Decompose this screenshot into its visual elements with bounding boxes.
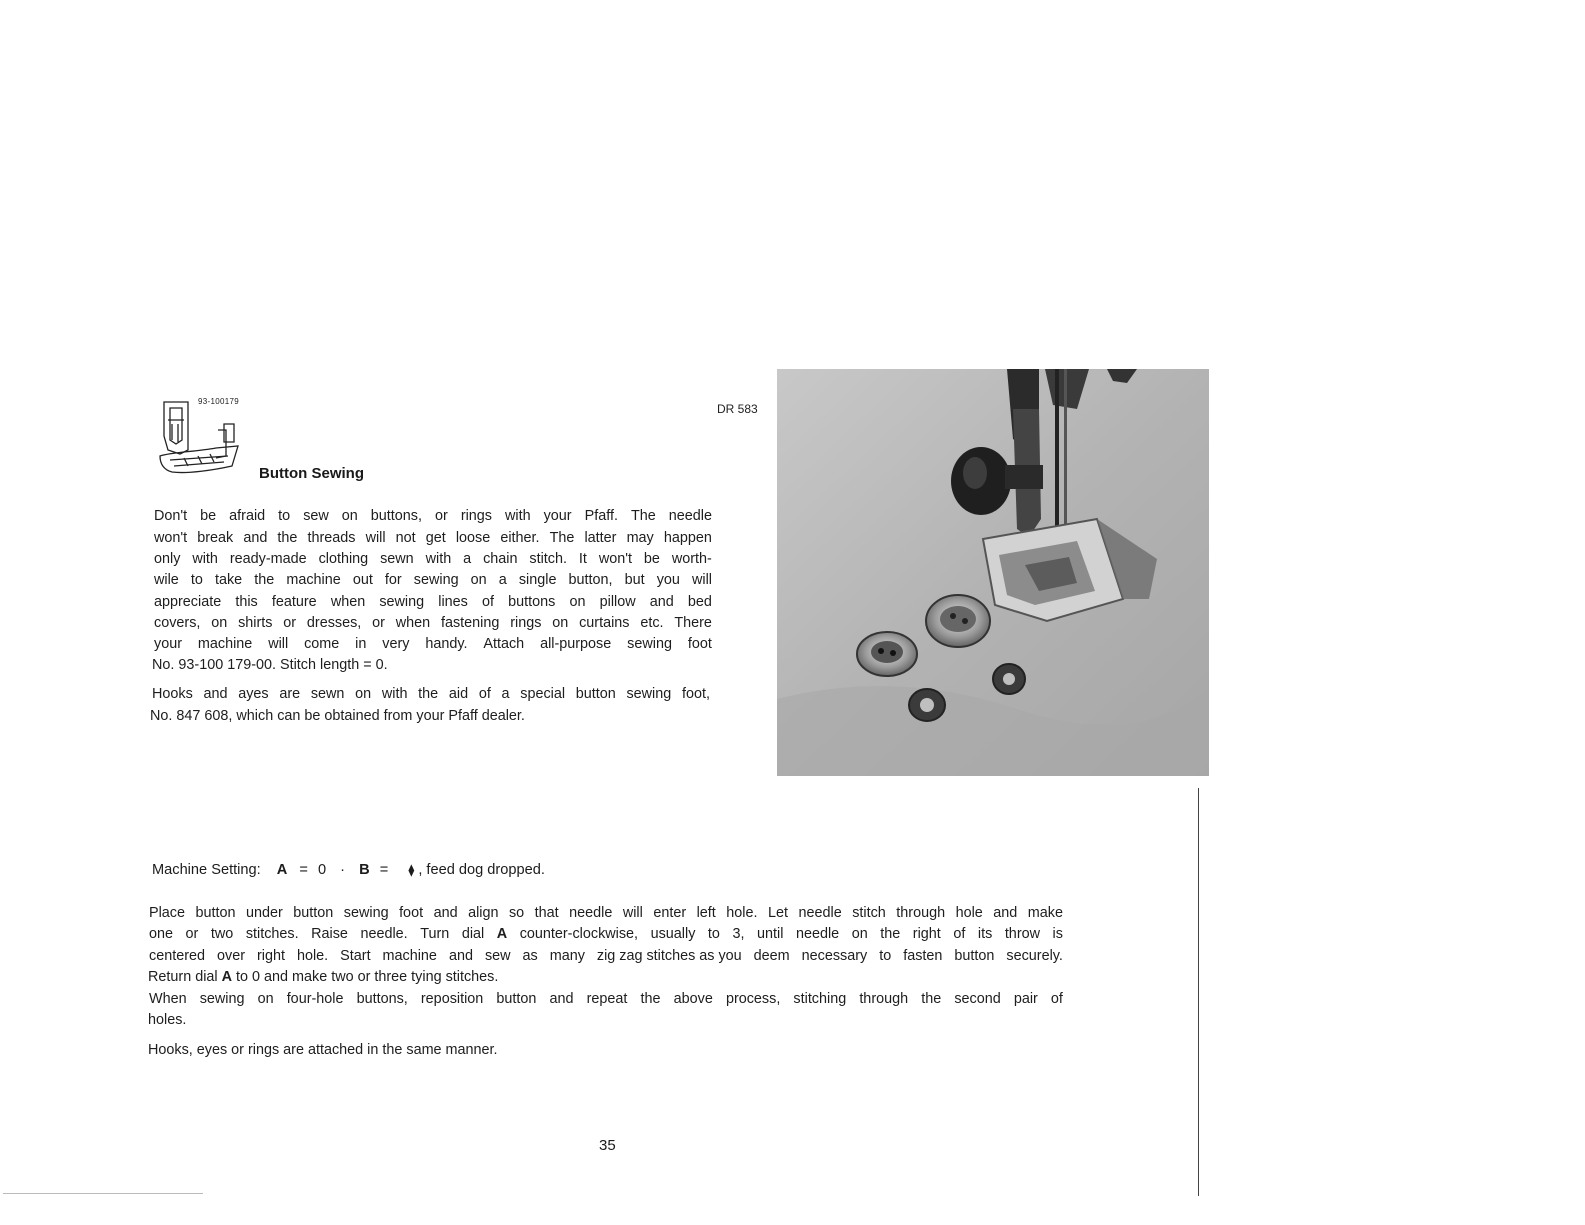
word: stitches. — [245, 926, 299, 942]
machine-setting — [152, 862, 545, 878]
word: and — [448, 948, 473, 964]
word: Hooks — [152, 686, 193, 702]
word: A — [496, 926, 508, 942]
word: a — [463, 551, 472, 567]
word: will — [268, 636, 289, 652]
word: stitching — [793, 991, 847, 1007]
word: out — [352, 572, 373, 588]
dial-a-value: 0 — [317, 862, 327, 878]
word: its — [977, 926, 993, 942]
word: under — [245, 905, 283, 921]
word: or — [283, 615, 297, 631]
intro-line — [154, 594, 712, 610]
word: the — [254, 572, 275, 588]
word: Pfaff. — [584, 508, 618, 524]
word: worth- — [671, 551, 712, 567]
word: through — [859, 991, 909, 1007]
word: on — [257, 991, 274, 1007]
word: machine — [286, 572, 341, 588]
word: when — [330, 594, 366, 610]
word: be — [643, 551, 660, 567]
word: ready-made — [229, 551, 307, 567]
word: two — [210, 926, 234, 942]
presser-foot-icon — [158, 396, 240, 484]
word: enter — [653, 905, 687, 921]
word: latter — [584, 530, 617, 546]
word: or — [185, 926, 199, 942]
word: fastening — [440, 615, 500, 631]
word: hole. — [726, 905, 758, 921]
equals-sign: = — [299, 862, 308, 878]
word: with — [505, 508, 531, 524]
word: of — [953, 926, 966, 942]
word: are — [279, 686, 301, 702]
word: needle — [668, 508, 712, 524]
word: stitch. — [529, 551, 567, 567]
word: rings — [460, 508, 493, 524]
word: Place — [149, 905, 185, 921]
word: until — [757, 926, 784, 942]
word: fasten — [903, 948, 943, 964]
word: your — [543, 508, 572, 524]
word: handy. — [425, 636, 468, 652]
word: either. — [500, 530, 540, 546]
instruction-line — [149, 948, 1063, 964]
word: four-hole — [286, 991, 344, 1007]
word: the — [880, 926, 901, 942]
word: with — [192, 551, 218, 567]
word: aid — [448, 686, 469, 702]
word: foot — [399, 905, 424, 921]
word: on — [341, 508, 358, 524]
word: clothing — [318, 551, 369, 567]
word: and — [243, 530, 268, 546]
word: on — [355, 686, 372, 702]
word: threads — [307, 530, 356, 546]
word: appreciate — [154, 594, 222, 610]
word: Attach — [483, 636, 525, 652]
word: as — [522, 948, 538, 964]
bottom-edge-rule — [3, 1193, 203, 1194]
word: button — [195, 905, 236, 921]
word: to — [278, 508, 291, 524]
word: wile — [154, 572, 179, 588]
figure-code-label: DR 583 — [717, 402, 758, 416]
word: buttons, — [370, 508, 423, 524]
word: counter-clockwise, — [519, 926, 639, 942]
page-number: 35 — [599, 1137, 616, 1154]
word: sewing — [343, 905, 389, 921]
word: button — [575, 686, 616, 702]
instruction-line: Return dial A to 0 and make two or three tying stitches. — [148, 969, 499, 985]
instruction-line — [149, 991, 1063, 1007]
word: of — [478, 686, 491, 702]
word: come — [304, 636, 340, 652]
intro-line: No. 93-100 179-00. Stitch length = 0. — [152, 657, 388, 673]
word: Turn — [420, 926, 450, 942]
word: zig zag stitches as you — [596, 948, 742, 964]
word: the — [418, 686, 439, 702]
word: won't — [598, 551, 632, 567]
word: but — [624, 572, 645, 588]
word: hole. — [296, 948, 329, 964]
word: dial — [461, 926, 485, 942]
word: needle. — [360, 926, 408, 942]
word: sew — [484, 948, 511, 964]
word: will — [622, 905, 643, 921]
word: throw — [1004, 926, 1041, 942]
word: or — [372, 615, 385, 631]
word: through — [896, 905, 946, 921]
word: pair — [1013, 991, 1038, 1007]
word: needle — [798, 905, 842, 921]
word: needle — [795, 926, 840, 942]
word: 3, — [732, 926, 745, 942]
word: dresses, — [306, 615, 362, 631]
word: sewing — [413, 572, 459, 588]
word: It — [578, 551, 587, 567]
word: stitch — [852, 905, 886, 921]
word: necessary — [801, 948, 868, 964]
word: button, — [568, 572, 613, 588]
word: all-purpose — [540, 636, 612, 652]
word: buttons — [508, 594, 556, 610]
word: Start — [340, 948, 371, 964]
word: your — [154, 636, 182, 652]
binding-edge-rule — [1198, 788, 1199, 1196]
word: or — [435, 508, 448, 524]
word: single — [518, 572, 557, 588]
word: repeat — [586, 991, 628, 1007]
word: and — [203, 686, 228, 702]
intro-line — [154, 530, 712, 546]
word: deem — [753, 948, 790, 964]
word: foot, — [681, 686, 710, 702]
word: only — [154, 551, 181, 567]
word: you — [656, 572, 680, 588]
machine-setting-label: Machine Setting: — [152, 862, 261, 878]
word: get — [425, 530, 446, 546]
word: button — [293, 905, 334, 921]
word: sewn — [310, 686, 345, 702]
word: on — [211, 615, 228, 631]
word: lines — [438, 594, 468, 610]
intro-line — [154, 572, 712, 588]
word: pillow — [599, 594, 636, 610]
intro-line — [154, 508, 712, 524]
intro-line — [154, 615, 712, 631]
instruction-line — [149, 905, 1063, 921]
word: loose — [455, 530, 491, 546]
word: on — [851, 926, 868, 942]
word: to — [190, 572, 203, 588]
word: special — [520, 686, 566, 702]
word: may — [626, 530, 654, 546]
word: of — [1050, 991, 1063, 1007]
equals-sign: = — [379, 862, 389, 878]
word: to — [707, 926, 720, 942]
word: button — [496, 991, 537, 1007]
word: on — [552, 615, 569, 631]
intro-line — [154, 636, 712, 652]
word: needle — [569, 905, 613, 921]
separator-dot: · — [340, 862, 346, 878]
word: on — [569, 594, 586, 610]
word: left — [696, 905, 716, 921]
instruction-line: Hooks, eyes or rings are attached in the same manner. — [148, 1042, 498, 1058]
word: in — [355, 636, 367, 652]
word: to — [879, 948, 892, 964]
word: a — [498, 572, 507, 588]
word: hole — [955, 905, 983, 921]
word: bed — [687, 594, 712, 610]
word: feature — [271, 594, 317, 610]
word: will — [365, 530, 386, 546]
word: above — [673, 991, 713, 1007]
word: be — [200, 508, 217, 524]
word: break — [197, 530, 234, 546]
word: sewing — [199, 991, 245, 1007]
word: the — [277, 530, 298, 546]
word: very — [382, 636, 410, 652]
word: buttons, — [356, 991, 408, 1007]
word: happen — [663, 530, 712, 546]
word: rings — [510, 615, 542, 631]
word: process, — [725, 991, 781, 1007]
word: will — [692, 572, 712, 588]
word: machine — [382, 948, 437, 964]
word: Raise — [311, 926, 348, 942]
word: When — [149, 991, 187, 1007]
word: foot — [687, 636, 712, 652]
section-heading: Button Sewing — [259, 465, 364, 482]
word: is — [1052, 926, 1063, 942]
word: sewn — [380, 551, 414, 567]
instruction-line — [149, 926, 1063, 942]
word: one — [149, 926, 174, 942]
word: not — [395, 530, 416, 546]
word: shirts — [238, 615, 273, 631]
word: curtains — [579, 615, 630, 631]
word: and — [549, 991, 574, 1007]
word: with — [381, 686, 408, 702]
word: on — [470, 572, 487, 588]
word: machine — [197, 636, 253, 652]
word: afraid — [229, 508, 266, 524]
intro-line — [154, 551, 712, 567]
word: and — [649, 594, 674, 610]
word: chain — [483, 551, 518, 567]
word: securely. — [1006, 948, 1063, 964]
word: sewing — [379, 594, 425, 610]
dial-b-label: B — [359, 862, 370, 878]
word: Let — [768, 905, 789, 921]
word: take — [214, 572, 243, 588]
word: many — [549, 948, 585, 964]
word: so — [508, 905, 525, 921]
dial-a-label: A — [221, 969, 232, 985]
feed-dog-symbol-icon: ⧫ — [408, 863, 415, 877]
word: centered — [149, 948, 206, 964]
machine-setting-suffix: , feed dog dropped. — [418, 862, 545, 878]
word: the — [640, 991, 661, 1007]
word: reposition — [420, 991, 484, 1007]
word: make — [1027, 905, 1063, 921]
hooks-line: No. 847 608, which can be obtained from your Pfaff dealer. — [150, 708, 525, 724]
word: for — [384, 572, 402, 588]
word: and — [433, 905, 458, 921]
word: usually — [650, 926, 696, 942]
word: with — [425, 551, 452, 567]
word: The — [549, 530, 575, 546]
word: button — [954, 948, 995, 964]
part-number-label: 93-100179 — [198, 397, 239, 406]
word: won't — [154, 530, 188, 546]
word: The — [630, 508, 656, 524]
word: when — [395, 615, 431, 631]
hooks-line — [152, 686, 710, 702]
word: right — [256, 948, 285, 964]
word: Don't — [154, 508, 188, 524]
word: sewing — [627, 636, 672, 652]
word: and — [993, 905, 1018, 921]
word: a — [501, 686, 510, 702]
word: There — [674, 615, 712, 631]
word: the — [921, 991, 942, 1007]
dial-a-label: A — [276, 862, 288, 878]
word: of — [482, 594, 495, 610]
word: second — [954, 991, 1001, 1007]
button-sewing-photo — [777, 369, 1209, 776]
word: over — [217, 948, 245, 964]
word: align — [468, 905, 499, 921]
word: right — [912, 926, 941, 942]
instruction-line: holes. — [148, 1012, 187, 1028]
word: sew — [303, 508, 329, 524]
word: covers, — [154, 615, 201, 631]
word: this — [235, 594, 258, 610]
word: sewing — [626, 686, 672, 702]
word: that — [534, 905, 559, 921]
word: ayes — [238, 686, 269, 702]
word: etc. — [640, 615, 664, 631]
